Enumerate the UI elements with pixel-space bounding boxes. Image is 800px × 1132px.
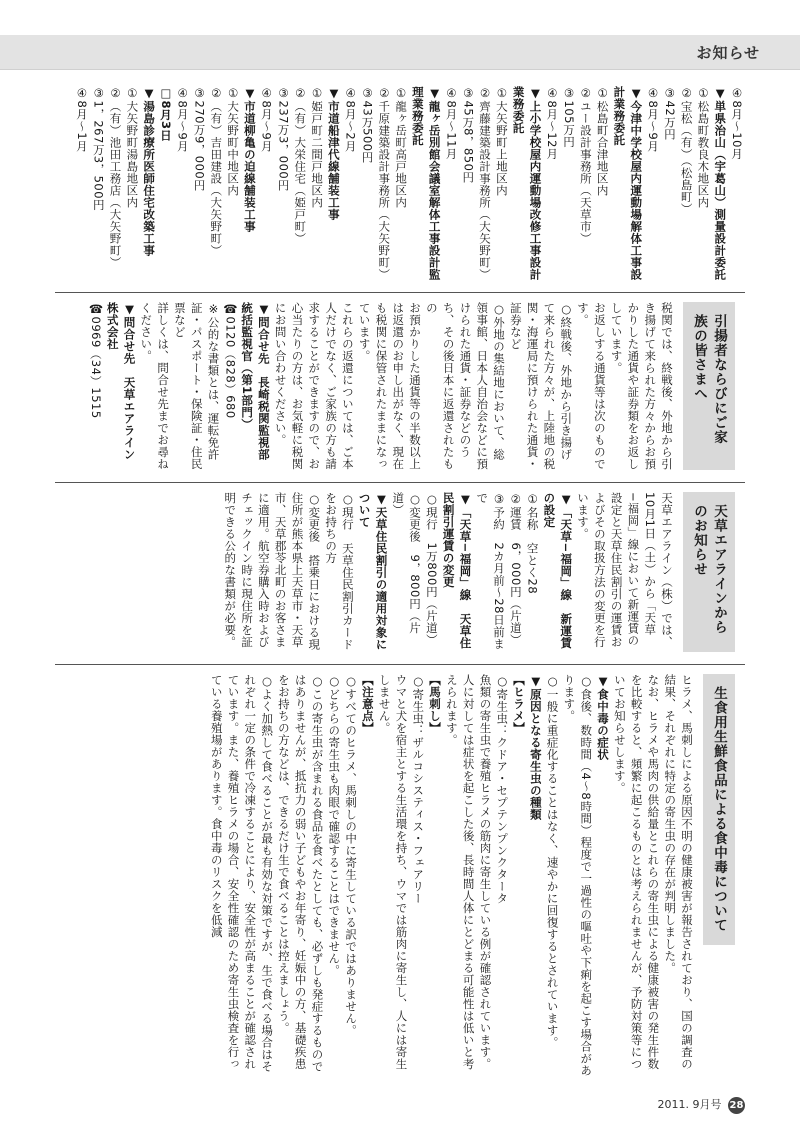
text-line: ③270万9，000円 bbox=[192, 86, 207, 192]
article-title: 生食用生鮮食品による食中毒について bbox=[703, 674, 735, 945]
text-line: 【馬刺し】 bbox=[428, 674, 443, 734]
text-line: □8月3日 bbox=[158, 86, 173, 142]
text-line: ③105万円 bbox=[562, 86, 577, 148]
text-line: ウマと犬を宿主とする生活環を持ち、ウマでは筋肉に寄生し、人には寄生しません。 bbox=[377, 674, 409, 1070]
text-line: ○終戦後、外地から引き揚げて来られた方々が、上陸地の税関・海運局に預けられた通貨・証券など bbox=[508, 302, 574, 470]
text-line: 魚類の寄生虫で養殖ヒラメの筋肉に寄生している例が確認されています。人に対しては症状を起こした後、長時間人体にとどまる可能性は低いと考えられます。 bbox=[444, 674, 493, 1070]
text-line: ▼上小学校屋内運動場改修工事設計業務委託 bbox=[511, 86, 543, 281]
header-bar bbox=[0, 35, 800, 70]
text-line: ②（有）吉田建設（大矢野町） bbox=[209, 86, 224, 257]
text-line: ②千原建築設計事務所（大矢野町） bbox=[377, 86, 392, 281]
text-line: ①大矢野町湯島地区内 bbox=[125, 86, 140, 209]
text-line: ①松島町合津地区内 bbox=[595, 86, 610, 197]
text-line: ヒラメ、馬刺しによる原因不明の健康被害が報告されており、国の調査の結果、それぞれに特定の寄生虫の存在が判明しました。 bbox=[663, 674, 694, 1070]
text-line: ※公的な書類とは、運転免許証・パスポート・保険証・住民票など bbox=[172, 302, 221, 470]
text-line: ②（有）池田工務店（大矢野町） bbox=[108, 86, 123, 269]
article-title: 天草エアラインからのお知らせ bbox=[683, 492, 735, 652]
text-line: ○すべてのヒラメ、馬刺しの中に寄生している訳ではありません。 bbox=[344, 674, 359, 1037]
text-line: ○外地の集結地において、総領事館、日本人自治会などに預けられた通貨・証券などのうち、その後日本に返還されたもの bbox=[424, 302, 507, 470]
text-line: ③1，267万3，500円 bbox=[91, 86, 106, 212]
text-line: ○この寄生虫が含まれる食品を食べたとしても、必ずしも発症するものではありませんが、抵抗力の弱い子どもやお年寄り、妊娠中の方、基礎疾患をお持ちの方などは、できるだけ生で食べることは控えましょう。 bbox=[276, 674, 325, 1073]
text-line: ④8月〜12月 bbox=[545, 86, 560, 160]
text-line: ▼今津中学校屋内運動場解体工事設計業務委託 bbox=[612, 86, 644, 281]
text-line: ②宝松（有）（松島町） bbox=[679, 86, 694, 215]
text-line: ④8月〜11月 bbox=[444, 86, 459, 160]
text-line: ▼天草住民割引の適用対象について bbox=[357, 492, 389, 651]
text-line: ②ユー設計事務所（天草市） bbox=[578, 86, 593, 245]
text-line: ④8月〜9月 bbox=[646, 86, 661, 153]
text-line: ○変更後 搭乗日における現住所が熊本県上天草市・天草市、天草郡苓北町のお客さまに適用。航空券購入時およびチェックイン時に現住所を証明できる公的な書類が必要。 bbox=[223, 492, 322, 651]
text-line: これらの返還については、ご本人だけでなく、ご家族の方も請求することができますので、お心当たりの方は、お気軽に税関にお問い合わせください。 bbox=[273, 302, 355, 470]
text-line: ▼湯島診療所医師住宅改築工事 bbox=[142, 86, 157, 257]
text-line: なお、ヒラメや馬肉の供給量とこれらの寄生虫による健康被害の発生件数を比較すると、頻繁に起こるものとは考えられませんが、予防対策等についてお知らせします。 bbox=[612, 674, 661, 1070]
page-footer bbox=[658, 1096, 746, 1114]
section-title: お知らせ bbox=[696, 44, 760, 62]
band-repatriate-notice bbox=[55, 302, 745, 470]
text-line: ③237万3，000円 bbox=[276, 86, 291, 192]
text-line: ①姫戸町二間戸地区内 bbox=[310, 86, 325, 209]
divider bbox=[55, 292, 745, 293]
issue-label: 2011. 9月号 bbox=[657, 1098, 722, 1111]
text-line: ▼原因となる寄生虫の種類 bbox=[528, 674, 543, 821]
band-construction-list bbox=[55, 86, 745, 281]
text-line: 税関では、終戦後、外地から引き揚げて来られた方々からお預かりした通貨や証券類をお返ししています。 bbox=[609, 302, 674, 470]
text-line: ②運賃 6，000円（片道） bbox=[508, 492, 523, 646]
text-line: ④8月〜2月 bbox=[343, 86, 358, 153]
text-line: ①龍ヶ岳町高戸地区内 bbox=[394, 86, 409, 209]
text-line: ▼「天草−福岡」線 天草住民割引運賃の変更 bbox=[441, 492, 473, 649]
text-line: ○変更後 9，800円（片道） bbox=[391, 492, 423, 634]
text-line: ③42万円 bbox=[662, 86, 677, 141]
text-line: ▼市道柳亀の迫線舗装工事 bbox=[242, 86, 257, 233]
text-line: ①松島町教良木地区内 bbox=[696, 86, 711, 209]
text-line: ○寄生虫：ザルコシスティス・フェアリー bbox=[411, 674, 426, 905]
text-line: ②（有）大栄住宅（姫戸町） bbox=[293, 86, 308, 245]
text-line: ○寄生虫：クドア・セプテンプンクタータ bbox=[495, 674, 510, 905]
band-food-poisoning bbox=[55, 674, 745, 1080]
text-line: ③45万8，850円 bbox=[461, 86, 476, 184]
divider bbox=[55, 482, 745, 483]
text-line: ①名称 空とく28 bbox=[525, 492, 540, 595]
text-line: お返しする通貨等は次のものです。 bbox=[576, 302, 607, 470]
article-title: 引揚者ならびにご家族の皆さまへ bbox=[683, 302, 735, 470]
text-line: 詳しくは、問合せ先までお尋ねください。 bbox=[139, 302, 171, 470]
page-number: 28 bbox=[728, 1097, 745, 1114]
text-line: ▼単県治山（宇葛山）測量設計委託 bbox=[713, 86, 728, 281]
text-line: 【ヒラメ】 bbox=[512, 674, 527, 734]
text-line: 【注意点】 bbox=[360, 674, 375, 734]
text-line: ▼市道船津代線舗装工事 bbox=[326, 86, 341, 221]
text-line: お預かりした通貨等の半数以上は返還のお申し出がなく、現在も税関に保管されたままになっています。 bbox=[357, 302, 423, 470]
text-line: ④8月〜1月 bbox=[74, 86, 89, 153]
text-line: ①大矢野町上地区内 bbox=[494, 86, 509, 197]
text-line: ○現行 1万800円（片道） bbox=[424, 492, 439, 646]
text-line: ○現行 天草住民割引カードをお持ちの方 bbox=[324, 492, 355, 651]
text-line: ④8月〜9月 bbox=[259, 86, 274, 153]
text-line: ④8月〜9月 bbox=[175, 86, 190, 153]
divider bbox=[55, 664, 745, 665]
text-line: ▼龍ヶ岳別館会議室解体工事設計監理業務委託 bbox=[410, 86, 442, 281]
text-line: ▼問合せ先 天草エアライン株式会社 bbox=[105, 302, 137, 461]
text-line: ☎0969（34）1515 bbox=[88, 302, 103, 419]
band-airline-notice bbox=[55, 492, 745, 652]
text-line: ③予約 2カ月前〜28日前まで bbox=[475, 492, 507, 650]
text-line: ○どちらの寄生虫も肉眼で確認することはできません。 bbox=[327, 674, 342, 977]
text-line: ▼問合せ先 長崎税関監視部統括監視官（第1部門） bbox=[240, 302, 271, 461]
text-line: ○一般に重症化することはなく、速やかに回復するとされています。 bbox=[545, 674, 560, 1049]
text-line: ①大矢野町中地区内 bbox=[226, 86, 241, 197]
text-line: ③43万500円 bbox=[360, 86, 375, 164]
text-line: ④8月〜10月 bbox=[730, 86, 744, 160]
text-line: 天草エアライン（株）では、10月1日（土）から「天草−福岡」線において新運賃の設定と天草住民割引の運賃およびその取扱方法の変更を行います。 bbox=[576, 492, 674, 648]
text-line: ②齊藤建築設計事務所（大矢野町） bbox=[478, 86, 493, 281]
text-line: ▼食中毒の症状 bbox=[596, 674, 611, 761]
text-line: ☎0120（828）680 bbox=[223, 302, 238, 419]
text-line: ○よく加熱して食べることが最も有効な対策ですが、生で食べる場合はそれぞれ一定の条件で冷凍することにより、安全性が高まることが確認されています。また、養殖ヒラメの場合、安全性確認のため寄生虫検査を行っている養殖場があります。食中毒のリスクを低減 bbox=[209, 674, 275, 1073]
text-line: ▼「天草−福岡」線 新運賃の設定 bbox=[542, 492, 574, 649]
text-line: ○食後、数時間（4〜8時間）程度で一過性の嘔吐や下痢を起こす場合があります。 bbox=[562, 674, 594, 1077]
